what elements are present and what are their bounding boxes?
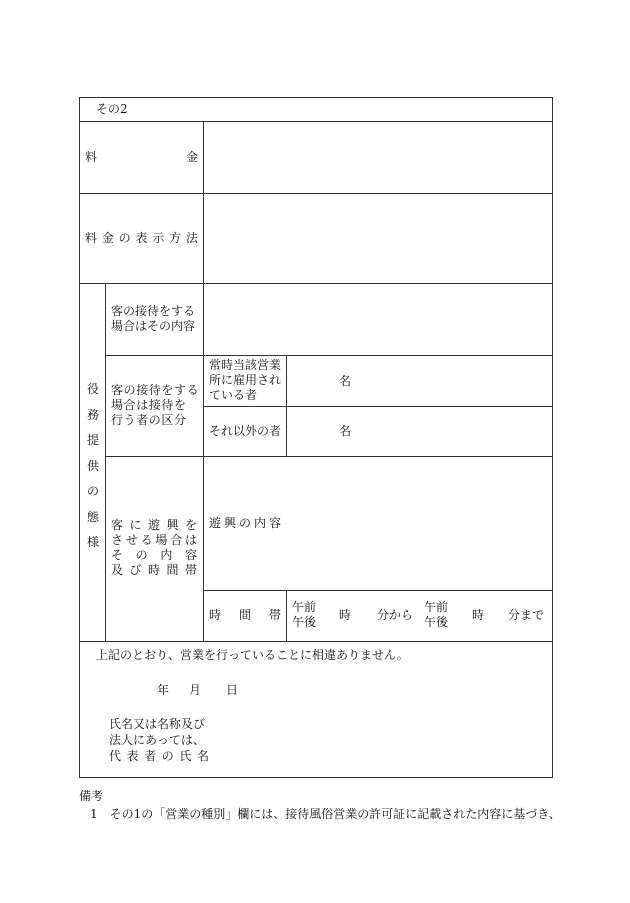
service-mode-label: 役 務 提 供 の 態 様 xyxy=(86,382,99,549)
hour-from-unit: 時 xyxy=(339,608,352,622)
time-band-label: 時 間 帯 xyxy=(209,608,281,622)
notes-title: 備考 xyxy=(79,789,104,803)
employee-label: 常時当該営業 所に雇用され ている者 xyxy=(209,358,282,402)
fee-display-method-label: 料 金 の 表 示 方 法 xyxy=(85,231,198,245)
application-form xyxy=(79,97,553,778)
date-month: 月 xyxy=(189,683,202,697)
declaration-text: 上記のとおり、営業を行っていることに相違ありません。 xyxy=(96,648,409,662)
minute-to-unit: 分まで xyxy=(508,608,545,622)
name-label-line1: 氏名又は名称及び xyxy=(109,717,206,731)
rule xyxy=(286,355,287,456)
fee-label: 料 金 xyxy=(85,150,198,164)
date-day: 日 xyxy=(226,683,239,697)
employee-count-unit: 名 xyxy=(339,374,352,388)
rule xyxy=(286,590,287,641)
hospitality-class-label: 客の接待をする 場合は接待を 行う者の区分 xyxy=(111,383,200,427)
entertainment-content-value[interactable] xyxy=(287,457,552,590)
rule xyxy=(105,355,552,356)
rule xyxy=(203,406,552,407)
rule xyxy=(80,641,552,642)
hospitality-content-value[interactable] xyxy=(204,284,552,355)
fee-value[interactable] xyxy=(204,122,552,193)
others-label: それ以外の者 xyxy=(209,424,282,438)
ampm-to: 午前 午後 xyxy=(424,600,449,629)
hour-to-unit: 時 xyxy=(472,608,485,622)
ampm-from: 午前 午後 xyxy=(292,600,317,629)
rule xyxy=(105,283,106,641)
fee-display-method-value[interactable] xyxy=(204,194,552,283)
entertainment-case-label: 客 に 遊 興 を さ せ る 場 合 は そ の 内 容 及 び 時 間 帯 xyxy=(111,518,197,577)
rule xyxy=(203,590,552,591)
name-label-line3: 代 表 者 の 氏 名 xyxy=(109,749,209,763)
minute-from-unit: 分から xyxy=(377,608,414,622)
name-label-line2: 法人にあっては、 xyxy=(109,733,205,747)
notes-item-1: 1 その1の「営業の種別」欄には、接待風俗営業の許可証に記載された内容に基づき、 xyxy=(90,807,561,821)
date-year: 年 xyxy=(157,683,170,697)
hospitality-content-label: 客の接待をする 場合はその内容 xyxy=(111,304,196,333)
others-count-unit: 名 xyxy=(339,424,352,438)
entertainment-content-label: 遊 興 の 内 容 xyxy=(209,516,281,530)
form-header: その2 xyxy=(96,102,128,116)
